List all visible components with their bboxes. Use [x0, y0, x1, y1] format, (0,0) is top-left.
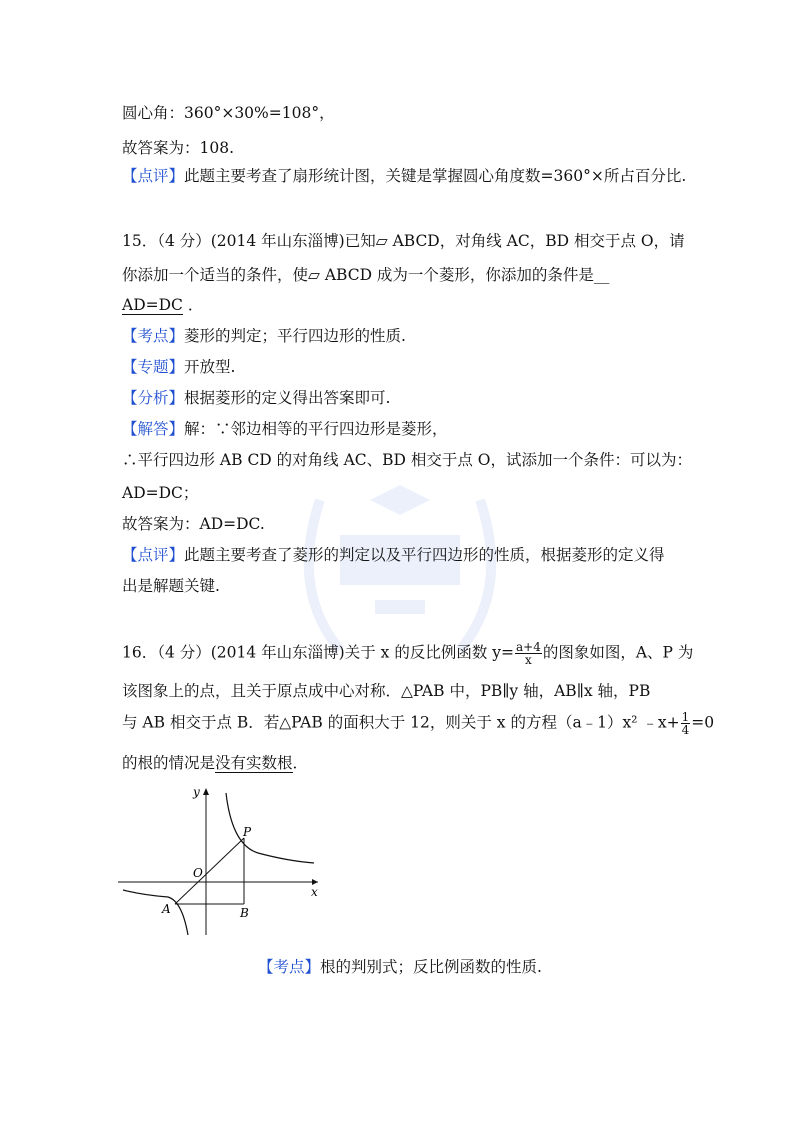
question-16-line3: [122, 711, 714, 736]
zhuanti-text: 开放型.: [184, 358, 236, 376]
kaodian-text: 根的判别式；反比例函数的性质.: [320, 958, 542, 976]
answer-tail: ．: [182, 296, 204, 314]
question-16-line4: [122, 753, 308, 773]
text-segment: =0: [691, 713, 715, 732]
text-line: 出是解题关键.: [122, 577, 220, 595]
kaodian-line: [0, 955, 800, 977]
text-segment: 与 AB 相交于点 B．若△PAB 的面积大于 12，则关于 x 的方程（a﹣1）x² ﹣x+: [122, 713, 680, 732]
question-16-answer: 没有实数根: [215, 754, 293, 772]
kaodian-line: [122, 326, 406, 346]
kaodian-tag: 【考点】: [258, 958, 321, 976]
dianping-text: 此题主要考查了菱形的判定以及平行四边形的性质，根据菱形的定义得: [184, 546, 665, 564]
text-line: AD=DC；: [122, 484, 199, 502]
text-line: 圆心角：360°×30%=108°，: [122, 104, 335, 122]
hyperbola-figure: [118, 785, 328, 945]
comment-text: 此题主要考查了扇形统计图，关键是掌握圆心角度数=360°×所占百分比.: [184, 167, 687, 185]
zhuanti-line: [122, 357, 235, 377]
text-segment: 的图象如图，A、P 为: [542, 643, 694, 662]
label-o: O: [193, 866, 203, 880]
question-15-answer-line: [122, 295, 203, 315]
kaodian-tag: 【考点】: [122, 327, 185, 345]
segment-ap: [175, 838, 244, 904]
jieda-line: [122, 419, 448, 439]
label-y: y: [193, 785, 200, 799]
question-15-line1: 15．（4 分）(2014 年山东淄博)已知▱ ABCD，对角线 AC，BD 相交于点 O，请: [122, 232, 685, 250]
y-axis-arrow: [203, 788, 209, 795]
fenxi-text: 根据菱形的定义得出答案即可.: [184, 389, 391, 407]
fraction-denominator: 4: [681, 723, 690, 737]
kaodian-text: 菱形的判定；平行四边形的性质.: [184, 327, 406, 345]
text-segment: 的根的情况是: [122, 754, 216, 772]
jieda-tag: 【解答】: [122, 420, 185, 438]
text-segment: 16．（4 分）(2014 年山东淄博)关于 x 的反比例函数 y=: [122, 643, 514, 662]
question-16-line1: [122, 641, 693, 666]
hyperbola-branch-2: [123, 890, 188, 935]
text-line: 故答案为：AD=DC.: [122, 515, 265, 533]
zhuanti-tag: 【专题】: [122, 358, 185, 376]
fenxi-line: [122, 388, 390, 408]
text-line: ∴平行四边形 AB CD 的对角线 AC、BD 相交于点 O，试添加一个条件：可以为：: [122, 451, 693, 469]
label-a: A: [162, 902, 171, 916]
question-15-line2: 你添加一个适当的条件，使▱ ABCD 成为一个菱形，你添加的条件是__: [122, 266, 610, 284]
fraction: [515, 641, 542, 666]
label-p: P: [243, 825, 252, 839]
fraction-numerator: a+4: [516, 640, 541, 654]
text-line: 故答案为：108.: [122, 139, 235, 157]
label-b: B: [240, 906, 249, 920]
comment-tag: 【点评】: [122, 167, 185, 185]
comment-line: [122, 166, 686, 186]
question-15-answer: AD=DC: [122, 296, 183, 314]
jieda-text: 解：∵邻边相等的平行四边形是菱形，: [184, 420, 448, 438]
question-16-line2: 该图象上的点，且关于原点成中心对称．△PAB 中，PB∥y 轴，AB∥x 轴，PB: [122, 682, 651, 700]
fraction: [681, 711, 691, 736]
dianping-line: [122, 545, 665, 565]
hyperbola-branch-1: [226, 793, 314, 863]
dianping-tag: 【点评】: [122, 546, 185, 564]
text-segment: ．: [292, 754, 309, 772]
fraction-numerator: 1: [681, 710, 690, 724]
label-x: x: [311, 885, 318, 899]
fraction-denominator: x: [525, 653, 532, 667]
fenxi-tag: 【分析】: [122, 389, 185, 407]
